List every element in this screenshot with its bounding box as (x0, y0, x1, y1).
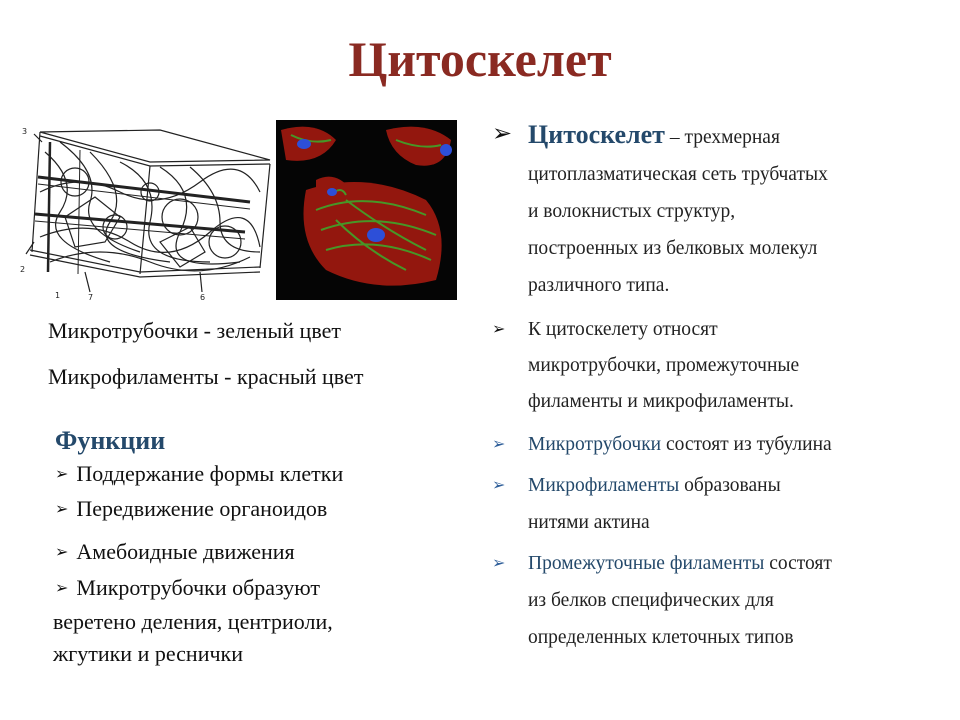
cytoskeleton-diagram (20, 122, 272, 304)
arrow-bullet-icon: ➢ (492, 321, 506, 338)
function-item-continuation: жгутики и реснички (53, 641, 243, 666)
arrow-bullet-icon: ➢ (55, 544, 69, 561)
function-item: ➢ Микротрубочки образуют (55, 575, 321, 600)
diagram-label-1: 1 (55, 291, 61, 300)
function-item: ➢ Амебоидные движения (55, 539, 295, 564)
slide-title: Цитоскелет (348, 31, 612, 87)
diagram-label-3: 3 (22, 127, 28, 136)
arrow-bullet-icon: ➢ (492, 477, 506, 494)
bullet-microtubules: ➢ Микротрубочки состоят из тубулина (492, 426, 932, 463)
caption-microfilaments: Микрофиламенты - красный цвет (48, 364, 364, 389)
bullet-definition: ➢ Цитоскелет – трехмерная цитоплазматическая сеть трубчатых и волокнистых структур, построенных из белковых молекул различного типа. (492, 116, 932, 304)
function-item-continuation: веретено деления, центриоли, (53, 609, 333, 634)
arrow-bullet-icon: ➢ (492, 555, 506, 572)
bullet-composition: ➢ К цитоскелету относят микротрубочки, промежуточные филаменты и микрофиламенты. (492, 312, 932, 420)
functions-block (55, 424, 455, 670)
diagram-label-7: 7 (88, 293, 94, 302)
bullet-microfilaments: ➢ Микрофиламенты образованы нитями актина (492, 467, 932, 541)
arrow-bullet-icon: ➢ (55, 501, 69, 518)
function-item: ➢ Поддержание формы клетки (55, 461, 344, 486)
bullet-intermediate-filaments: ➢ Промежуточные филаменты состоят из белков специфических для определенных клеточных типов (492, 545, 932, 656)
arrow-bullet-icon: ➢ (55, 580, 69, 597)
caption-microtubules: Микротрубочки - зеленый цвет (48, 318, 341, 343)
functions-heading: Функции (55, 426, 166, 455)
arrow-bullet-icon: ➢ (492, 121, 513, 147)
arrow-bullet-icon: ➢ (55, 466, 69, 483)
definition-list (492, 116, 932, 656)
fluorescence-micrograph (276, 120, 457, 300)
arrow-bullet-icon: ➢ (492, 436, 506, 453)
diagram-label-2: 2 (20, 265, 26, 274)
diagram-label-6: 6 (200, 293, 206, 302)
function-item: ➢ Передвижение органоидов (55, 496, 328, 521)
